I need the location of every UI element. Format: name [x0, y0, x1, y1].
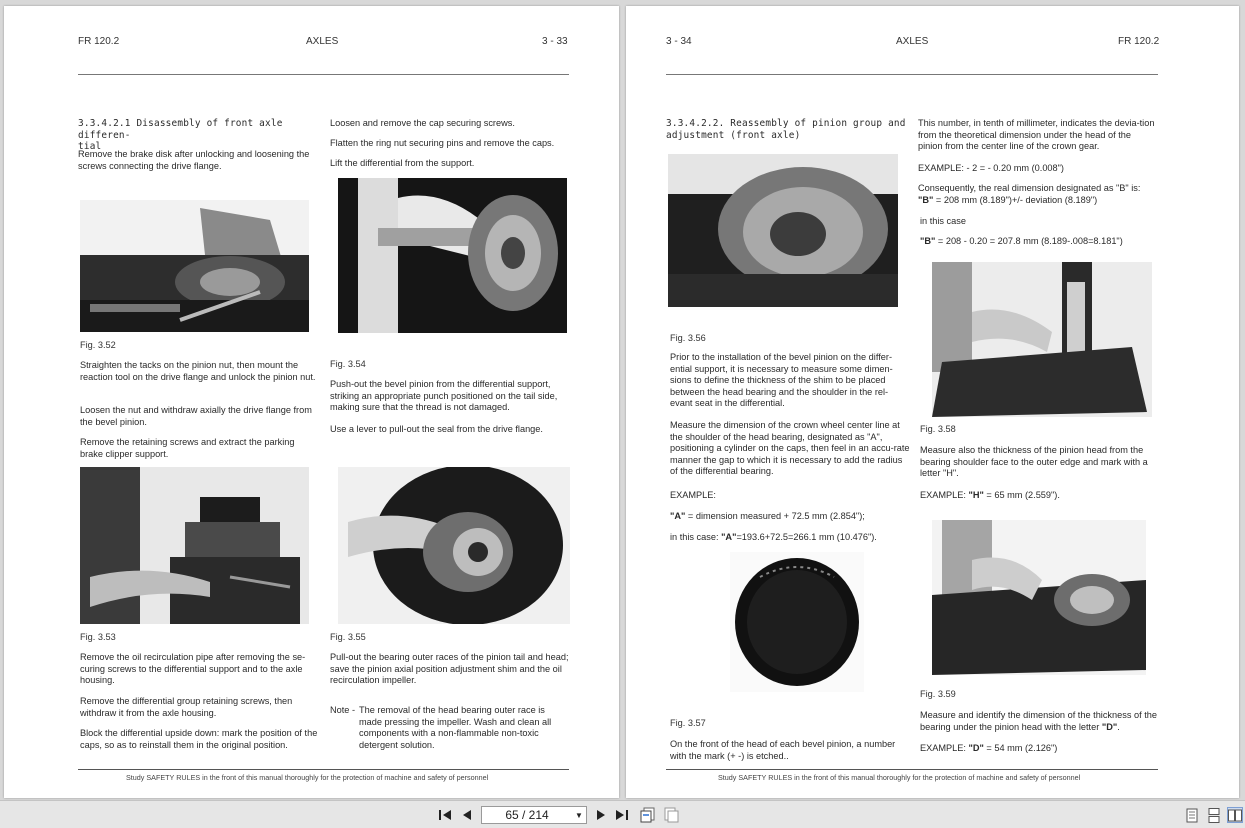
dimension-text: EXAMPLE: — [920, 743, 969, 753]
header-rule — [78, 74, 569, 75]
dimension-text: =193.6+72.5=266.1 mm (10.476"). — [736, 532, 877, 542]
note-label: Note - — [330, 705, 356, 715]
continuous-page-icon[interactable] — [1206, 807, 1222, 823]
back-icon[interactable] — [640, 807, 656, 823]
two-page-icon[interactable] — [1227, 807, 1243, 823]
paragraph: in this case — [920, 216, 966, 226]
previous-page-icon[interactable] — [459, 807, 475, 823]
single-page-icon[interactable] — [1184, 807, 1200, 823]
page-indicator[interactable]: 65 / 214 — [505, 808, 549, 822]
footer-rule — [666, 769, 1158, 770]
photo-fig-3-59 — [932, 520, 1146, 675]
paragraph: EXAMPLE: — [670, 490, 716, 500]
header-left: FR 120.2 — [78, 36, 120, 47]
paragraph: Flatten the ring nut securing pins and remove the caps. — [330, 138, 555, 148]
dimension-key: "B" — [918, 194, 934, 205]
paragraph — [918, 183, 1158, 206]
dimension-text: in this case: — [670, 532, 722, 542]
paragraph — [920, 236, 1160, 248]
dimension-key: "B" — [920, 236, 936, 246]
footer-text: Study SAFETY RULES in the front of this manual thoroughly for the protection of machine and safety of personnel — [126, 773, 489, 782]
header-right: FR 120.2 — [1118, 36, 1160, 47]
paragraph: Lift the differential from the support. — [330, 158, 475, 168]
dimension-text: = 208 - 0.20 = 207.8 mm (8.189-.008=8.181") — [935, 236, 1123, 246]
paragraph: Push-out the bevel pinion from the differential support, striking an appropriate punch positioned on the tail side, making sure that the thread is not damaged. — [330, 379, 558, 413]
dimension-text: Consequently, the real dimension designated as "B" is: — [918, 183, 1141, 193]
paragraph: Measure also the thickness of the pinion head from the bearing shoulder face to the outer edge and mark with a letter "H". — [920, 445, 1148, 479]
figure-caption: Fig. 3.56 — [670, 333, 706, 343]
dimension-text: = 208 mm (8.189")+/- deviation (8.189") — [933, 194, 1098, 205]
figure-caption: Fig. 3.52 — [80, 340, 116, 350]
forward-icon[interactable] — [663, 807, 679, 823]
page-3-33 — [4, 6, 619, 798]
photo-fig-3-58 — [932, 262, 1152, 417]
dimension-key: "A" — [670, 511, 686, 521]
figure-caption: Fig. 3.57 — [670, 718, 706, 728]
header-left: 3 - 34 — [666, 36, 692, 47]
paragraph — [920, 743, 1160, 755]
paragraph — [920, 710, 1160, 733]
dimension-key: "A" — [721, 532, 737, 542]
dimension-text: EXAMPLE: — [920, 490, 969, 500]
photo-fig-3-54 — [338, 178, 567, 333]
paragraph: Measure the dimension of the crown wheel center line at the shoulder of the head bearing, designated as "A", positioning a cylinder on the caps, then feel in an accu-rate manner the gap to which it is necessary to add the radius of the differential bearing. — [670, 420, 910, 477]
figure-caption: Fig. 3.55 — [330, 632, 366, 642]
paragraph: EXAMPLE: - 2 = - 0.20 mm (0.008") — [918, 163, 1064, 173]
dimension-text: = dimension measured + 72.5 mm (2.854"); — [685, 511, 865, 521]
paragraph: Straighten the tacks on the pinion nut, then mount the reaction tool on the drive flange and unlock the pinion nut. — [80, 360, 316, 382]
photo-fig-3-56 — [668, 154, 898, 307]
note-text: The removal of the head bearing outer race is made pressing the impeller. Wash and clean all components with a non-flammable non-toxic detergent solution. — [359, 705, 552, 750]
page-dropdown-icon[interactable]: ▼ — [575, 810, 583, 820]
last-page-icon[interactable] — [614, 807, 630, 823]
header-center: AXLES — [896, 36, 929, 47]
photo-fig-3-55 — [338, 467, 570, 624]
dimension-key: "D" — [1101, 721, 1118, 732]
figure-caption: Fig. 3.59 — [920, 689, 956, 699]
paragraph: Loosen the nut and withdraw axially the drive flange from the bevel pinion. — [80, 405, 312, 427]
dimension-text: = 65 mm (2.559"). — [983, 490, 1060, 500]
dimension-text: = 54 mm (2.126") — [983, 743, 1058, 753]
paragraph: Block the differential upside down: mark the position of the caps, so as to reinstall them in the original position. — [80, 728, 318, 750]
dimension-key: "H" — [968, 490, 984, 500]
photo-fig-3-52 — [80, 200, 309, 332]
paragraph: Prior to the installation of the bevel pinion on the differ-ential support, it is necessary to measure some dimen-sions to define the thickness of the shim to be placed between the head bearing and the shoulder in the rel-evant seat in the differential. — [670, 352, 893, 409]
figure-caption: Fig. 3.54 — [330, 359, 366, 369]
first-page-icon[interactable] — [437, 807, 453, 823]
figure-caption: Fig. 3.53 — [80, 632, 116, 642]
heading-line: tial — [78, 141, 102, 153]
page-3-34 — [626, 6, 1239, 798]
page-selector[interactable] — [481, 806, 587, 824]
header-center: AXLES — [306, 36, 339, 47]
dimension-text: Measure and identify the dimension of the thickness of the bearing under the pinion head with the letter — [920, 710, 1157, 732]
dimension-key: "D" — [968, 743, 984, 753]
paragraph: Remove the retaining screws and extract the parking brake clipper support. — [80, 437, 295, 459]
heading-line: adjustment (front axle) — [666, 129, 801, 141]
paragraph: On the front of the head of each bevel pinion, a number with the mark (+ -) is etched.. — [670, 739, 896, 761]
heading-line: 3.3.4.2.2. Reassembly of pinion group and — [666, 118, 906, 129]
footer-rule — [78, 769, 569, 770]
next-page-icon[interactable] — [593, 807, 609, 823]
paragraph — [670, 532, 910, 544]
paragraph — [920, 490, 1160, 502]
paragraph — [670, 511, 910, 523]
section-heading — [666, 118, 906, 141]
heading-line: 3.3.4.2.1 Disassembly of front axle differen- — [78, 118, 283, 141]
paragraph: Remove the oil recirculation pipe after removing the se-curing screws to the differential support and to the axle housing. — [80, 652, 306, 686]
paragraph: Use a lever to pull-out the seal from the drive flange. — [330, 424, 543, 434]
paragraph: Loosen and remove the cap securing screws. — [330, 118, 515, 128]
dimension-text: . — [1117, 721, 1120, 732]
figure-caption: Fig. 3.58 — [920, 424, 956, 434]
paragraph: This number, in tenth of millimeter, indicates the devia-tion from the theoretical dimension under the head of the pinion from the center line of the crown gear. — [918, 118, 1155, 152]
photo-fig-3-57 — [730, 552, 864, 692]
paragraph: Pull-out the bearing outer races of the pinion tail and head; save the pinion axial position adjustment shim and the oil recirculation impeller. — [330, 652, 569, 686]
header-right: 3 - 33 — [542, 36, 568, 47]
navigation-toolbar — [0, 800, 1245, 828]
paragraph: Remove the differential group retaining screws, then withdraw it from the axle housing. — [80, 696, 293, 718]
footer-text: Study SAFETY RULES in the front of this manual thoroughly for the protection of machine and safety of personnel — [718, 773, 1081, 782]
note — [330, 705, 570, 751]
photo-fig-3-53 — [80, 467, 309, 624]
paragraph: Remove the brake disk after unlocking and loosening the screws connecting the drive flange. — [78, 149, 310, 171]
header-rule — [666, 74, 1158, 75]
section-heading — [78, 118, 318, 153]
